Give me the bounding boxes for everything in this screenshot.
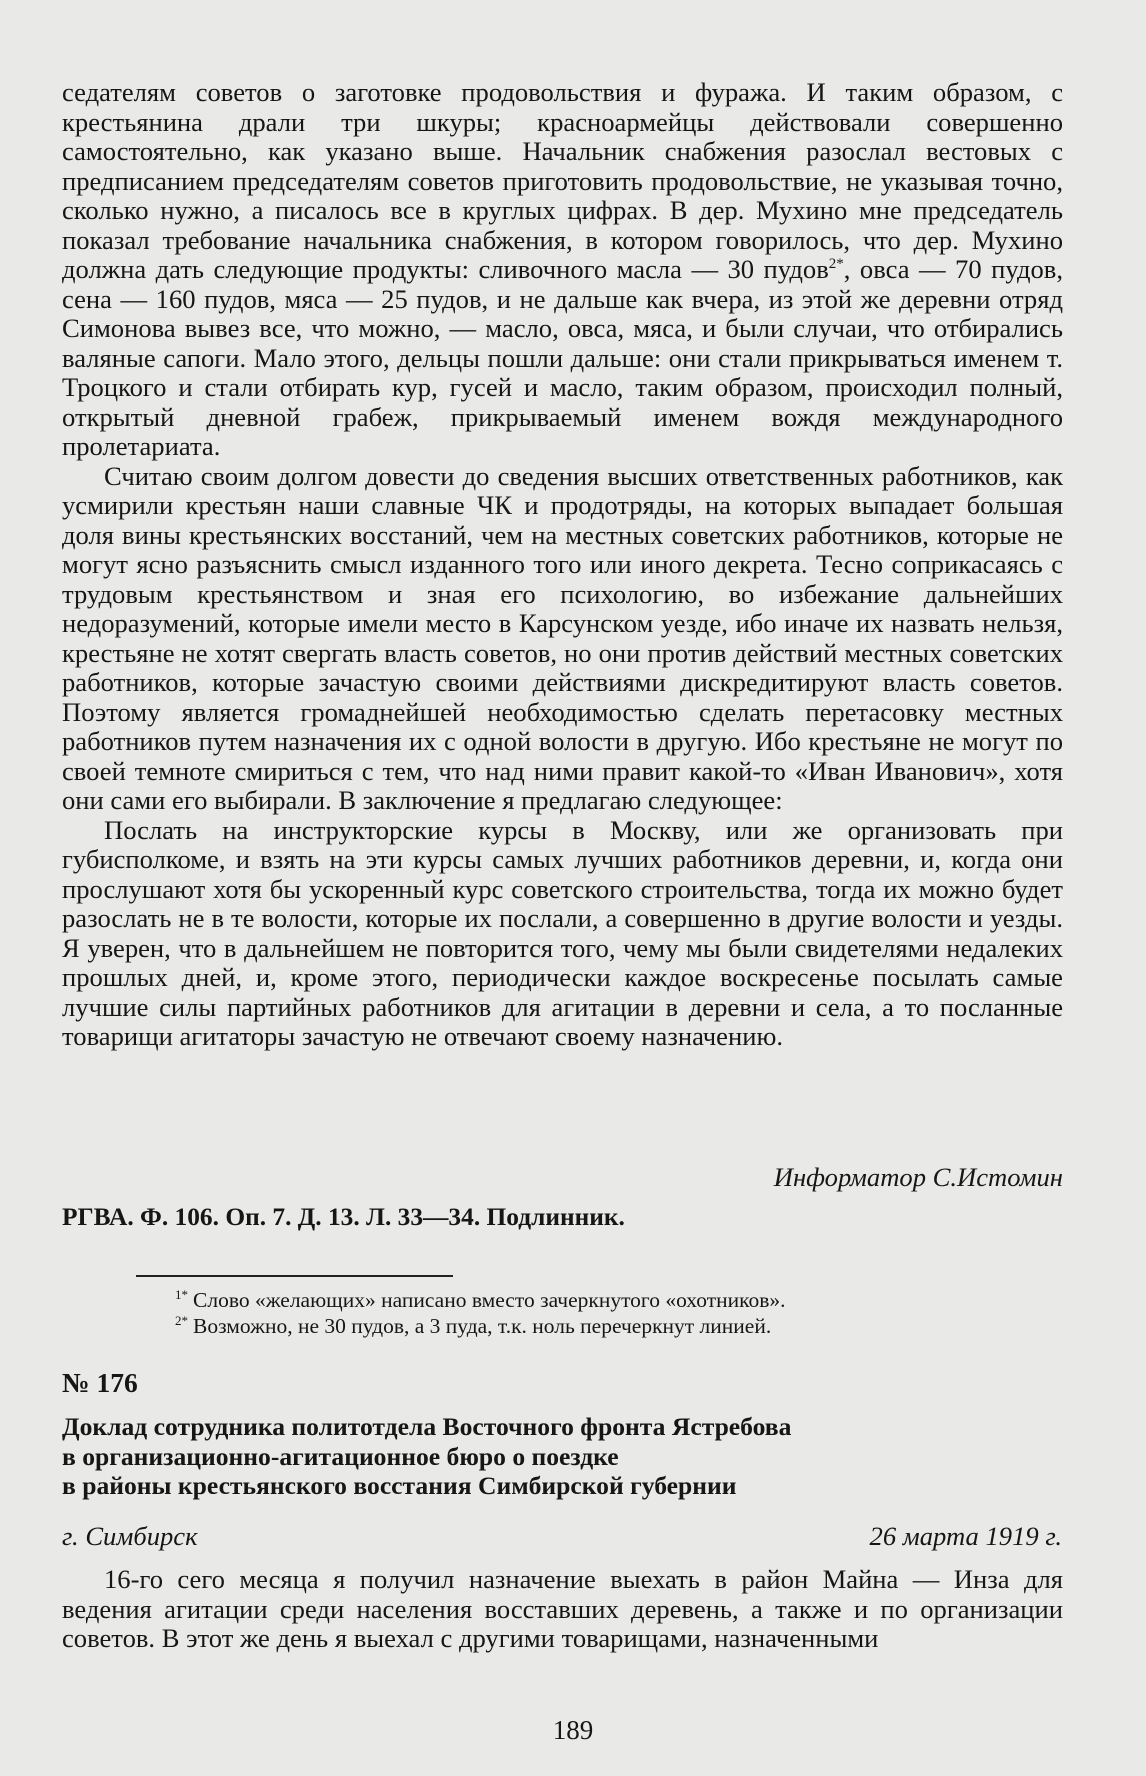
document-title [62,1412,791,1501]
document-number: № 176 [62,1367,138,1398]
footnote-2-text: Возможно, не 30 пудов, а 3 пуда, т.к. ноль перечеркнут линией. [193,1314,772,1338]
footnote-divider [136,1275,453,1277]
paragraph-1-start: седателям советов о заготовке продовольствия и фуража. И таким образом, с крестьянина драли три шкуры; красноармейцы действовали совершенно самостоятельно, как указано выше. Начальник снабжения разослал вестовых с предписанием председателям советов приготовить продовольствие, не указывая точно, сколько нужно, а писалось все в круглых цифрах. В дер. Мухино мне председатель показал требование начальника снабжения, в котором говорилось, что дер. Мухино должна дать следующие продукты: сливочного масла — 30 пудов [62,77,1063,284]
footnote-1 [175,1288,786,1312]
footnote-1-mark: 1* [175,1287,188,1302]
page-number: 189 [552,1715,594,1745]
footnote-2-mark: 2* [175,1313,188,1328]
paragraph-2: Считаю своим долгом довести до сведения высших ответственных работников, как усмирили крестьян наши славные ЧК и продотряды, на которых выпадает большая доля вины крестьянских восстаний, чем на местных советских работников, которые не могут ясно разъяснить смысл изданного того или иного декрета. Тесно соприкасаясь с трудовым крестьянством и зная его психологию, во избежание дальнейших недоразумений, которые имели место в Карсунском уезде, ибо иначе их назвать нельзя, крестьяне не хотят свергать власть советов, но они против действий местных советских работников, которые зачастую своими действиями дискредитируют власть советов. Поэтому является громаднейшей необходимостью сделать перетасовку местных работников путем назначения их с одной волости в другую. Ибо крестьяне не могут по своей темноте смириться с тем, что над ними правит какой-то «Иван Иванович», хотя они сами его выбирали. В заключение я предлагаю следующее: [62,460,1063,815]
paragraph-1 [62,78,1063,462]
document-date: 26 марта 1919 г. [869,1521,1062,1551]
footnote-2 [175,1314,771,1338]
footnote-1-text: Слово «желающих» написано вместо зачеркнутого «охотников». [193,1288,786,1312]
document-body [62,1565,1063,1654]
paragraph-3: Послать на инструкторские курсы в Москву, или же организовать при губисполкоме, и взять на эти курсы самых лучших работников деревни, и, когда они прослушают хотя бы ускоренный курс советского строительства, тогда их можно будет разослать не в те волости, которые их послали, а совершенно в другие волости и уезды. Я уверен, что в дальнейшем не повторится того, чему мы были свидетелями недалеких прошлых дней, и, кроме этого, периодически каждое воскресенье посылать самые лучшие силы партийных работников для агитации в деревни и села, а то посланные товарищи агитаторы зачастую не отвечают своему назначению. [62,814,1063,1051]
document-place: г. Симбирск [62,1521,198,1551]
main-text [62,78,1063,1052]
signature: Информатор С.Истомин [773,1162,1063,1192]
paragraph-1-end: , овса — 70 пудов, сена — 160 пудов, мяса — 25 пудов, и не дальше как вчера, из этой же деревни отряд Симонова вывез все, что можно, — масло, овса, мяса, и были случаи, что отбирались валяные сапоги. Мало этого, дельцы пошли дальше: они стали прикрываться именем т. Троцкого и стали отбирать кур, гусей и масло, таким образом, происходил полный, открытый дневной грабеж, прикрываемый именем вождя международного пролетариата. [62,254,1063,461]
document-title-line: в районы крестьянского восстания Симбирской губернии [62,1471,737,1500]
opening-paragraph: 16-го сего месяца я получил назначение выехать в район Майна — Инза для ведения агитации среди населения восставших деревень, а также и по организации советов. В этот же день я выехал с другими товарищами, назначенными [62,1564,1063,1653]
document-title-line: Доклад сотрудника политотдела Восточного фронта Ястребова [62,1412,792,1441]
archive-reference: РГВА. Ф. 106. Оп. 7. Д. 13. Л. 33—34. Подлинник. [62,1203,625,1231]
document-title-line: в организационно-агитационное бюро о поездке [62,1441,619,1471]
footnote-ref-2: 2* [828,256,844,272]
